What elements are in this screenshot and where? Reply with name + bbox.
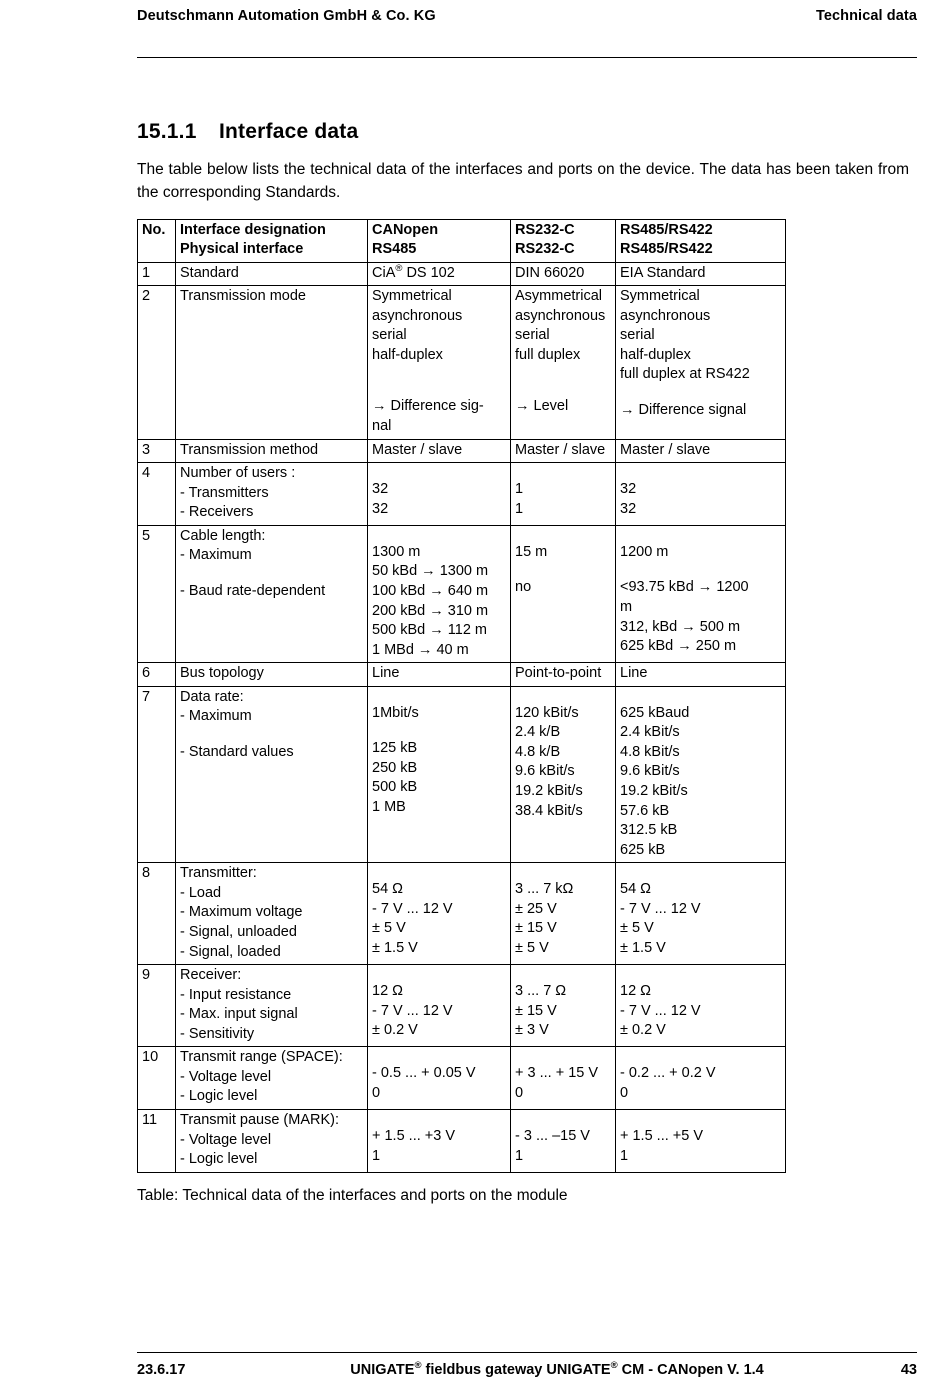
cell-line — [620, 464, 781, 480]
cell-line: Standard — [180, 264, 239, 281]
cell-line — [620, 1111, 781, 1127]
row-description — [176, 262, 368, 286]
col-header-no — [138, 219, 176, 262]
cell-line: 3 ... 7 Ω — [515, 983, 567, 1000]
row-rs232-value — [511, 863, 616, 965]
cell-line: ± 5 V — [515, 939, 549, 956]
cell-line: ± 5 V — [372, 920, 406, 937]
cell-line: - Maximum voltage — [180, 904, 303, 921]
cell-line: 32 — [620, 500, 637, 517]
cell-line: 9.6 kBit/s — [515, 763, 575, 780]
cell-line — [515, 562, 611, 578]
row-description — [176, 965, 368, 1047]
cell-line: Number of users : — [180, 465, 296, 482]
cell-line: Master / slave — [515, 441, 606, 458]
section-number: 15.1.1 — [137, 120, 197, 143]
row-description — [176, 439, 368, 463]
table-row — [138, 525, 786, 662]
row-description — [176, 286, 368, 439]
col-header-canopen-line1: CANopen — [372, 221, 439, 238]
cell-line: Transmission mode — [180, 288, 306, 305]
row-description — [176, 525, 368, 662]
cell-line: 312.5 kB — [620, 822, 678, 839]
footer-title — [257, 1362, 857, 1378]
page-content — [137, 120, 917, 1205]
cell-line: 15 m — [515, 543, 548, 560]
cell-line: full duplex — [515, 346, 581, 363]
cell-line: ± 3 V — [515, 1022, 549, 1039]
cell-line: <93.75 kBd → 1200 — [620, 579, 749, 596]
cell-line: 54 Ω — [620, 881, 651, 898]
cell-line: 4.8 k/B — [515, 743, 561, 760]
cell-line: 12 Ω — [620, 983, 651, 1000]
cell-line: 19.2 kBit/s — [515, 783, 583, 799]
row-canopen-value — [368, 286, 511, 439]
cell-line — [515, 381, 611, 397]
footer-title-sup1: ® — [414, 1360, 422, 1372]
cell-line: 0 — [620, 1084, 629, 1101]
cell-line — [180, 566, 363, 582]
row-rs485-value — [616, 286, 786, 439]
cell-line: - 7 V ... 12 V — [372, 1002, 453, 1019]
col-header-interface — [176, 219, 368, 262]
cell-line — [620, 385, 781, 401]
cell-line: 1 — [515, 481, 524, 498]
cell-line: ± 1.5 V — [620, 939, 666, 956]
cell-line — [515, 1048, 611, 1064]
row-rs485-value — [616, 262, 786, 286]
cell-line: - 0.2 ... + 0.2 V — [620, 1065, 716, 1082]
row-rs485-value — [616, 1110, 786, 1173]
row-canopen-value — [368, 262, 511, 286]
col-header-canopen — [368, 219, 511, 262]
table-row — [138, 686, 786, 863]
row-rs485-value — [616, 463, 786, 526]
row-rs232-value — [511, 965, 616, 1047]
cell-line — [372, 723, 506, 739]
page-title — [137, 120, 917, 144]
row-number: 11 — [138, 1110, 176, 1173]
table-row — [138, 1047, 786, 1110]
table-row — [138, 439, 786, 463]
row-rs485-value — [616, 1047, 786, 1110]
cell-line: - Maximum — [180, 708, 252, 725]
cell-line: ± 15 V — [515, 1002, 557, 1019]
row-number: 8 — [138, 863, 176, 965]
intro-paragraph: The table below lists the technical data of the interfaces and ports on the device. The data has been taken from the corresponding Standards. — [137, 161, 909, 202]
col-header-rs232-line1: RS232-C — [515, 221, 575, 238]
cell-line: 1300 m — [372, 543, 421, 560]
cell-line: 4.8 kBit/s — [620, 743, 680, 760]
cell-line: - Receivers — [180, 504, 254, 521]
row-canopen-value — [368, 463, 511, 526]
footer-date: 23.6.17 — [137, 1362, 186, 1378]
cell-line: 12 Ω — [372, 983, 403, 1000]
cell-line: 100 kBd → 640 m — [372, 582, 489, 599]
cell-line — [372, 464, 506, 480]
cell-line: Symmetrical — [620, 288, 700, 305]
cell-line: 250 kB — [372, 759, 418, 776]
cell-line: 3 ... 7 kΩ — [515, 881, 574, 898]
col-header-rs485 — [616, 219, 786, 262]
row-number: 7 — [138, 686, 176, 863]
cell-line: Cable length: — [180, 527, 266, 544]
cell-line: DIN 66020 — [515, 264, 585, 281]
row-number: 10 — [138, 1047, 176, 1110]
cell-line: - Maximum — [180, 547, 252, 564]
row-number: 6 — [138, 663, 176, 687]
row-rs232-value — [511, 286, 616, 439]
cell-line — [515, 365, 611, 381]
cell-line: - Standard values — [180, 743, 294, 760]
cell-line: 200 kBd → 310 m — [372, 602, 489, 619]
cell-line — [620, 966, 781, 982]
cell-line: 32 — [372, 500, 389, 517]
row-number: 3 — [138, 439, 176, 463]
cell-line: serial — [372, 327, 407, 344]
cell-line: 500 kBd → 112 m — [372, 622, 487, 639]
cell-line: - Logic level — [180, 1151, 258, 1168]
col-header-rs232 — [511, 219, 616, 262]
cell-line: ± 0.2 V — [372, 1022, 418, 1039]
footer-page-number: 43 — [900, 1362, 917, 1378]
cell-line: - Input resistance — [180, 986, 292, 1003]
cell-line: 120 kBit/s — [515, 704, 579, 721]
row-description — [176, 1110, 368, 1173]
cell-line: ± 5 V — [620, 920, 654, 937]
row-number: 5 — [138, 525, 176, 662]
row-canopen-value — [368, 1110, 511, 1173]
row-rs485-value — [616, 525, 786, 662]
row-description — [176, 1047, 368, 1110]
cell-line: 50 kBd → 1300 m — [372, 563, 489, 580]
cell-line: Point-to-point — [515, 665, 602, 682]
header-divider — [137, 57, 917, 58]
header-chapter: Technical data — [815, 8, 917, 24]
cell-line: 2.4 kBit/s — [620, 724, 680, 741]
cell-line — [515, 688, 611, 704]
cell-line: serial — [620, 327, 655, 344]
cell-line: full duplex at RS422 — [620, 366, 750, 383]
cell-line — [372, 1048, 506, 1064]
col-header-canopen-line2: RS485 — [372, 241, 417, 258]
cell-line: Line — [620, 665, 648, 682]
table-body — [138, 262, 786, 1172]
row-canopen-value — [368, 965, 511, 1047]
cell-line: + 1.5 ... +3 V — [372, 1128, 456, 1144]
cell-line: Master / slave — [372, 441, 463, 458]
row-canopen-value — [368, 663, 511, 687]
cell-line: asynchronous — [372, 307, 463, 324]
row-canopen-value — [368, 686, 511, 863]
cell-line: EIA Standard — [620, 264, 706, 281]
row-canopen-value — [368, 863, 511, 965]
row-rs485-value — [616, 686, 786, 863]
cell-line — [372, 381, 506, 397]
cell-line: 1 — [620, 1147, 629, 1164]
footer-title-sup2: ® — [610, 1360, 618, 1372]
cell-line: ± 1.5 V — [372, 939, 418, 956]
cell-line: 54 Ω — [372, 881, 403, 898]
cell-line: - 7 V ... 12 V — [372, 900, 453, 917]
col-header-interface-line2: Physical interface — [180, 241, 304, 258]
cell-line: 1 — [515, 1147, 524, 1164]
col-header-no-line2: No. — [142, 221, 166, 238]
table-row — [138, 1110, 786, 1173]
row-rs485-value — [616, 863, 786, 965]
cell-line: half-duplex — [620, 346, 691, 363]
cell-line — [372, 966, 506, 982]
row-rs232-value — [511, 262, 616, 286]
table-row — [138, 463, 786, 526]
col-header-rs485-line2: RS485/RS422 — [620, 241, 713, 258]
cell-line: Data rate: — [180, 688, 244, 705]
cell-line: 1200 m — [620, 543, 669, 560]
cell-line — [372, 1111, 506, 1127]
row-rs232-value — [511, 1110, 616, 1173]
row-description — [176, 686, 368, 863]
row-rs485-value — [616, 663, 786, 687]
footer-title-mid: fieldbus gateway UNIGATE — [421, 1362, 611, 1378]
row-canopen-value — [368, 439, 511, 463]
cell-line: Transmitter: — [180, 865, 257, 882]
footer-title-pre: UNIGATE — [350, 1362, 415, 1378]
cell-line: - Baud rate-dependent — [180, 582, 326, 599]
cell-line: - Voltage level — [180, 1068, 272, 1085]
cell-line: Bus topology — [180, 665, 264, 682]
cell-line — [372, 688, 506, 704]
page-footer — [137, 1362, 917, 1378]
table-row — [138, 663, 786, 687]
cell-line: ± 0.2 V — [620, 1022, 666, 1039]
table-caption: Table: Technical data of the interfaces and ports on the module — [137, 1186, 568, 1204]
cell-line: Transmission method — [180, 441, 319, 458]
row-rs485-value — [616, 965, 786, 1047]
cell-line — [620, 527, 781, 543]
cell-line — [620, 1048, 781, 1064]
row-number: 1 — [138, 262, 176, 286]
row-canopen-value — [368, 1047, 511, 1110]
cell-line: Transmit pause (MARK): — [180, 1112, 339, 1128]
row-rs232-value — [511, 686, 616, 863]
cell-line — [515, 966, 611, 982]
row-description — [176, 863, 368, 965]
cell-line: - Transmitters — [180, 484, 269, 501]
cell-line: 57.6 kB — [620, 802, 670, 819]
cell-line: - 7 V ... 12 V — [620, 1002, 701, 1019]
cell-line: - Sensitivity — [180, 1025, 255, 1042]
table-row — [138, 965, 786, 1047]
cell-line — [372, 527, 506, 543]
cell-line: ± 25 V — [515, 900, 557, 917]
cell-line — [180, 727, 363, 743]
row-rs232-value — [511, 463, 616, 526]
row-description — [176, 463, 368, 526]
row-description — [176, 663, 368, 687]
row-number: 2 — [138, 286, 176, 439]
cell-line: → Difference sig- — [372, 398, 484, 415]
cell-line: 1 MBd → 40 m — [372, 641, 469, 658]
cell-line: - 0.5 ... + 0.05 V — [372, 1065, 476, 1082]
cell-line: 19.2 kBit/s — [620, 783, 688, 799]
row-rs232-value — [511, 1047, 616, 1110]
table-row — [138, 863, 786, 965]
cell-line: 500 kB — [372, 779, 418, 796]
table-row — [138, 286, 786, 439]
cell-line — [372, 365, 506, 381]
col-header-rs232-line2: RS232-C — [515, 241, 575, 258]
interface-data-table — [137, 219, 786, 1173]
cell-line: Symmetrical — [372, 288, 452, 305]
cell-line: 1 MB — [372, 799, 406, 815]
cell-line: ± 15 V — [515, 920, 557, 937]
cell-line: nal — [372, 418, 392, 434]
cell-line — [620, 562, 781, 578]
cell-line: 1 — [372, 1147, 381, 1164]
cell-line: half-duplex — [372, 346, 443, 363]
cell-line: CiA® DS 102 — [372, 262, 455, 281]
cell-line: m — [620, 598, 633, 615]
cell-line: 9.6 kBit/s — [620, 763, 680, 780]
table-header-row — [138, 219, 786, 262]
cell-line — [515, 1111, 611, 1127]
cell-line — [620, 688, 781, 704]
cell-line: + 3 ... + 15 V — [515, 1065, 599, 1082]
cell-line: Asymmetrical — [515, 288, 603, 305]
cell-line — [620, 864, 781, 880]
cell-line: 625 kBd → 250 m — [620, 638, 737, 655]
cell-line: - 3 ... –15 V — [515, 1128, 590, 1144]
cell-line: + 1.5 ... +5 V — [620, 1128, 704, 1144]
cell-line: 32 — [620, 481, 637, 498]
col-header-rs485-line1: RS485/RS422 — [620, 221, 713, 238]
cell-line: 312, kBd → 500 m — [620, 618, 741, 635]
cell-line: - Logic level — [180, 1088, 258, 1105]
row-rs232-value — [511, 525, 616, 662]
cell-line: 0 — [515, 1084, 524, 1101]
cell-line: Receiver: — [180, 967, 242, 984]
cell-line: asynchronous — [620, 307, 711, 324]
row-number: 9 — [138, 965, 176, 1047]
row-rs232-value — [511, 663, 616, 687]
section-title-text: Interface data — [219, 120, 359, 143]
cell-line: - Max. input signal — [180, 1006, 298, 1023]
cell-line: Transmit range (SPACE): — [180, 1049, 343, 1066]
cell-line: 625 kBaud — [620, 704, 690, 721]
cell-line: → Level — [515, 398, 569, 415]
cell-line — [515, 527, 611, 543]
row-rs232-value — [511, 439, 616, 463]
cell-line: - Signal, loaded — [180, 943, 281, 960]
cell-line: - Load — [180, 884, 222, 901]
page-header — [137, 8, 917, 24]
cell-line: Line — [372, 665, 400, 682]
cell-line: asynchronous — [515, 307, 606, 324]
cell-line — [515, 864, 611, 880]
row-canopen-value — [368, 525, 511, 662]
cell-line: 0 — [372, 1084, 381, 1101]
header-company: Deutschmann Automation GmbH & Co. KG — [137, 8, 436, 24]
footer-divider — [137, 1352, 917, 1353]
cell-line: → Difference signal — [620, 402, 747, 418]
cell-line: - Voltage level — [180, 1131, 272, 1148]
footer-title-post: CM - CANopen V. 1.4 — [617, 1362, 764, 1378]
cell-line: - 7 V ... 12 V — [620, 900, 701, 917]
cell-line: serial — [515, 327, 550, 344]
cell-line: 625 kB — [620, 841, 666, 858]
cell-line — [515, 464, 611, 480]
cell-line: Master / slave — [620, 441, 711, 458]
col-header-interface-line1: Interface designation — [180, 221, 326, 238]
cell-line: 38.4 kBit/s — [515, 802, 583, 819]
cell-line: - Signal, unloaded — [180, 923, 297, 940]
cell-line: 32 — [372, 481, 389, 498]
cell-line: 2.4 k/B — [515, 724, 561, 741]
cell-line: 1 — [515, 500, 524, 517]
cell-line: no — [515, 579, 532, 596]
table-row — [138, 262, 786, 286]
row-rs485-value — [616, 439, 786, 463]
row-number: 4 — [138, 463, 176, 526]
cell-line: 1Mbit/s — [372, 704, 419, 721]
cell-line — [372, 864, 506, 880]
cell-line: 125 kB — [372, 740, 418, 757]
